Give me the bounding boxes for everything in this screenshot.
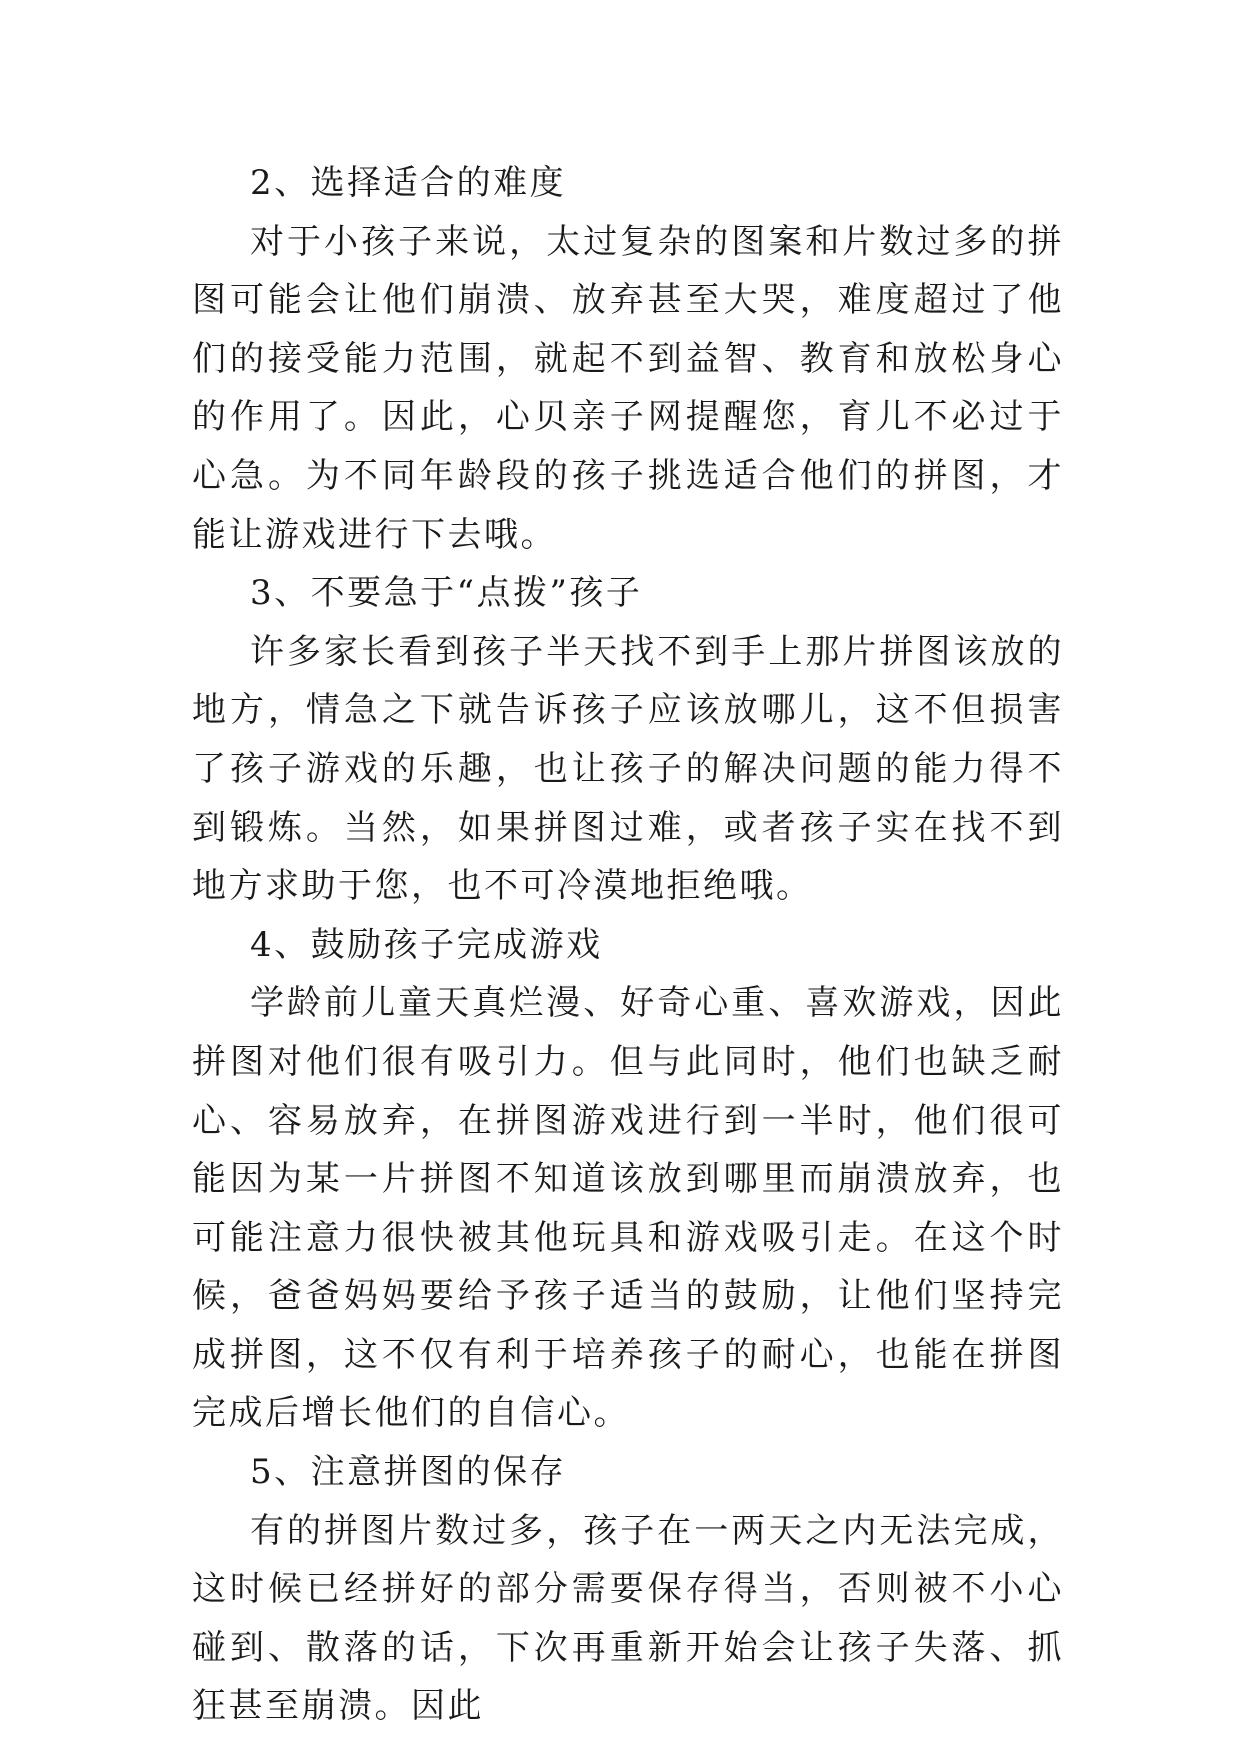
section-paragraph-5: 有的拼图片数过多，孩子在一两天之内无法完成，这时候已经拼好的部分需要保存得当，否则被不小心碰到、散落的话，下次再重新开始会让孩子失落、抓狂甚至崩溃。因此 [192, 1510, 1064, 1727]
section-paragraph-3: 许多家长看到孩子半天找不到手上那片拼图该放的地方，情急之下就告诉孩子应该放哪儿，这不但损害了孩子游戏的乐趣，也让孩子的解决问题的能力得不到锻炼。当然，如果拼图过难，或者孩子实在找不到地方求助于您，也不可冷漠地拒绝哦。 [192, 631, 1064, 907]
section-heading-4: 4、鼓励孩子完成游戏 [250, 924, 603, 965]
section-heading-2: 2、选择适合的难度 [250, 163, 567, 203]
document-body [192, 154, 1064, 1736]
section-paragraph-2: 对于小孩子来说，太过复杂的图案和片数过多的拼图可能会让他们崩溃、放弃甚至大哭，难度超过了他们的接受能力范围，就起不到益智、教育和放松身心的作用了。因此，心贝亲子网提醒您，育儿不必过于心急。为不同年龄段的孩子挑选适合他们的拼图，才能让游戏进行下去哦。 [192, 221, 1064, 555]
section-heading-5: 5、注意拼图的保存 [250, 1452, 567, 1493]
section-paragraph-4: 学龄前儿童天真烂漫、好奇心重、喜欢游戏，因此拼图对他们很有吸引力。但与此同时，他们也缺乏耐心、容易放弃，在拼图游戏进行到一半时，他们很可能因为某一片拼图不知道该放到哪里而崩溃放弃，也可能注意力很快被其他玩具和游戏吸引走。在这个时候，爸爸妈妈要给予孩子适当的鼓励，让他们坚持完成拼图，这不仅有利于培养孩子的耐心，也能在拼图完成后增长他们的自信心。 [192, 983, 1064, 1434]
section-heading-3: 3、不要急于“点拨”孩子 [250, 573, 643, 614]
